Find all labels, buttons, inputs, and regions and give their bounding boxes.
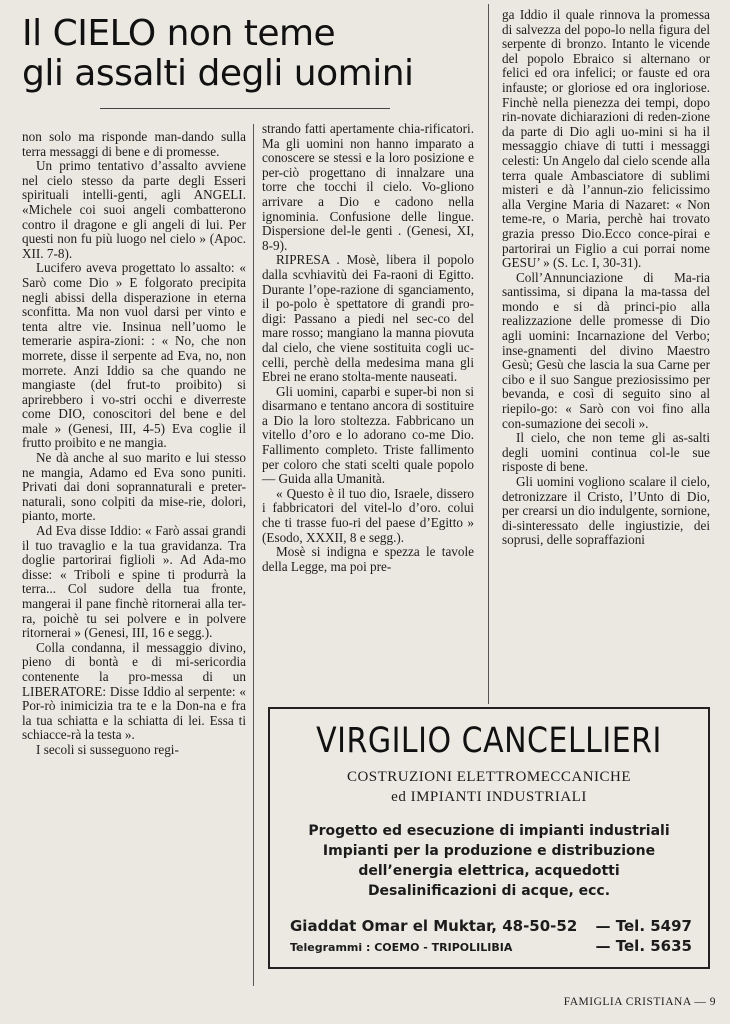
ad-brand-name: VIRGILIO CANCELLIERI	[316, 721, 662, 762]
column-divider	[488, 4, 489, 704]
paragraph: « Questo è il tuo dio, Israele, dissero i fabbricatori del vitel-lo d’oro. colui che ti trasse fuo-ri del paese d’Egitto » (Esodo, XXXII, 8 e segg.).	[262, 485, 474, 545]
paragraph: Ad Eva disse Iddio: « Farò assai grandi il tuo travaglio e la tua gravidanza. Tra doglie partorirai figlioli ». Ad Ada-mo disse: « Triboli e spine ti produrrà la terra... Col sudore della tua fronte, mangerai il pane finchè ritornerai alla ter-ra, poichè tu sei polvere e in polvere ritornerai » (Genesi, III, 16 e segg.).	[22, 523, 246, 641]
ad-phone-2: — Tel. 5635	[595, 937, 692, 955]
headline-line-2: gli assalti degli uomini	[22, 53, 414, 94]
ad-address-row	[290, 917, 692, 935]
paragraph: Un primo tentativo d’assalto avviene nel cielo stesso da parte degli Esseri spirituali intelli-genti, agli ANGELI. «Michele coi suoi angeli combatterono contro il dragone e gli angeli di lui. Per questi non fu più luogo nel cielo » (Apoc. XII. 7-8).	[22, 158, 246, 261]
paragraph: Lucifero aveva progettato lo assalto: « Sarò come Dio » E folgorato precipita negli abissi della disperazione in eterna sconfitta. Ma non vuol darsi per vinto e tenta altre vie. Insinua nell’uomo le temerarie aspira-zioni: : « No, che non morrete, disse il serpente ad Eva, no, non morrete. Anzi Iddio sa che quando ne mangiaste (del frut-to proibito) si aprirebbero i vo-stri occhi e diverreste come DIO, conoscitori del bene e del male » (Genesi, III, 4-5) Eva coglie il frutto proibito e ne mangia.	[22, 260, 246, 451]
paragraph: Gli uomini vogliono scalare il cielo, detronizzare il Cristo, l’Unto di Dio, per crearsi un dio indulgente, sornione, di-sinteressato delle ingiustizie, dei soprusi, delle sopraffazioni	[502, 474, 710, 548]
ad-phone-1: — Tel. 5497	[595, 917, 692, 935]
ad-subtitle: ed IMPIANTI INDUSTRIALI	[391, 789, 587, 805]
ad-service-line: dell’energia elettrica, acquedotti	[358, 863, 620, 879]
ad-services-list	[270, 821, 708, 901]
ad-address: Giaddat Omar el Muktar, 48-50-52	[290, 917, 578, 935]
page-footer: FAMIGLIA CRISTIANA — 9	[563, 996, 716, 1008]
ad-telegram-address: Telegrammi : COEMO - TRIPOLILIBIA	[290, 941, 513, 954]
article-column-1	[22, 130, 246, 758]
headline-underline	[100, 108, 390, 109]
paragraph: strando fatti apertamente chia-rificatori. Ma gli uomini non hanno imparato a conoscere se stessi e la loro posizione e per-ciò progettano di innalzare una torre che tocchi il cielo. Vo-gliono arrivare a Dio e cadono nella ignominia. Confusione delle lingue. Dispersione del-le genti . (Genesi, XI, 8-9).	[262, 121, 474, 253]
ad-telegram-row	[290, 937, 692, 955]
paragraph: Colla condanna, il messaggio divino, pieno di bontà e di mi-sericordia contenente la pro-messa di un LIBERATORE: Disse Iddio al serpente: « Por-rò inimicizia tra te e la Don-na e fra la tua schiatta e la schiatta di lei. Essa ti schiacce-rà la testa ».	[22, 639, 246, 743]
paragraph: RIPRESA . Mosè, libera il popolo dalla scvhiavitù dei Fa-raoni di Egitto. Durante l’ope-razione di sganciamento, il po-polo è spettatore di grandi pro-digi: Passano a piedi nel sec-co del mare rosso; mangiano la manna piovuta dal cielo, che viene sostituita cogli uc-celli, perchè della medesima mana gli Ebrei ne erano stolta-mente nauseati.	[262, 252, 474, 385]
article-column-3	[502, 8, 710, 548]
paragraph: ga Iddio il quale rinnova la promessa di salvezza del popo-lo nella figura del serpente di bronzo. Intanto le vicende del popolo Ebraico si alternano or felici ed ora infelici; or fauste ed ora infauste; or gloriose ed ora ingloriose. Finchè nella pienezza dei tempi, dopo rin-novate dichiarazioni di reden-zione da parte di Dio agli uo-mini si ha il messaggio chiave di tutti i messaggi celesti: Un Angelo dal cielo scende alla terra quale Ambasciatore di sublimi misteri e dà l’annun-zio felicissimo alla Vergine Maria di Nazaret: « Non teme-re, o Maria, perchè hai trovato grazia presso Dio.Ecco conce-pirai e partorirai un Figlio a cui porrai nome GESU’ » (S. Lc. I, 30-31).	[502, 7, 710, 271]
headline-line-1: Il CIELO non teme	[22, 13, 336, 54]
ad-service-line: Impianti per la produzione e distribuzione	[322, 843, 656, 859]
paragraph: Coll’Annunciazione di Ma-ria santissima, si dipana la ma-tassa del mondo e si dà princi-pio alla realizzazione delle promesse di Dio agli uomini: Incarnazione del Verbo; inse-gnamenti del divino Maestro Gesù; Gesù che lascia la sua Carne per cibo e il suo Sangue preziosissimo per bevanda, e così di seguito sino al riepilo-go: « Sarò con voi fino alla con-sumazione dei secoli ».	[502, 269, 710, 431]
paragraph: I secoli si susseguono regi-	[36, 741, 179, 757]
paragraph: Il cielo, che non teme gli as-salti degli uomini continua col-le sue risposte di bene.	[502, 430, 710, 475]
ad-service-line: Desalinificazioni di acque, ecc.	[367, 883, 611, 899]
paragraph: Ne dà anche al suo marito e lui stesso ne mangia, Adamo ed Eva sono puniti. Privati dai doni soprannaturali e preter-naturali, sono colpiti da mise-rie, dolori, pianto, morte.	[22, 450, 246, 524]
ad-subtitle: COSTRUZIONI ELETTROMECCANICHE	[346, 769, 632, 785]
paragraph: non solo ma risponde man-dando sulla terra messaggi di bene e di promesse.	[22, 129, 246, 159]
advertisement-box	[268, 707, 710, 969]
article-headline	[22, 14, 477, 94]
article-column-2	[262, 122, 474, 574]
column-divider	[253, 124, 254, 986]
ad-service-line: Progetto ed esecuzione di impianti industriali	[308, 823, 670, 839]
paragraph: Gli uomini, caparbi e super-bi non si disarmano e tentano ancora di sostituire a Dio la loro stoltezza. Fabbricano un vitello d’oro e lo adorano co-me Dio. Fallimento completo. Triste fallimento per coloro che stati scelti quale popolo — Guida alla Umanità.	[262, 383, 474, 487]
paragraph: Mosè si indigna e spezza le tavole della Legge, ma poi pre-	[262, 544, 474, 574]
